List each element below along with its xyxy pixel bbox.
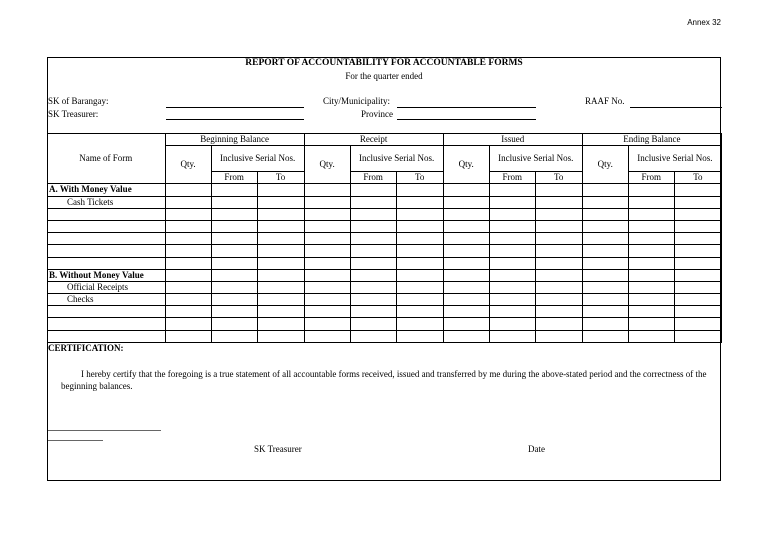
entry-cell[interactable] (582, 257, 628, 269)
entry-cell[interactable] (304, 233, 350, 245)
entry-cell[interactable] (674, 220, 721, 232)
form-name-cell: A. With Money Value (47, 184, 165, 196)
raaf-field[interactable] (630, 107, 722, 108)
entry-cell[interactable] (582, 281, 628, 293)
to-header: To (674, 172, 721, 184)
entry-cell[interactable] (443, 330, 489, 342)
entry-cell[interactable] (211, 257, 257, 269)
entry-cell[interactable] (628, 196, 674, 208)
entry-cell[interactable] (257, 257, 304, 269)
entry-cell[interactable] (489, 281, 535, 293)
entry-cell[interactable] (396, 281, 443, 293)
entry-cell[interactable] (443, 269, 489, 281)
beginning-balance-header: Beginning Balance (165, 134, 304, 146)
blank-row (47, 330, 722, 342)
entry-cell[interactable] (165, 330, 211, 342)
entry-cell[interactable] (628, 245, 674, 257)
entry-cell[interactable] (489, 294, 535, 306)
province-label: Province (361, 109, 393, 119)
entry-cell[interactable] (443, 281, 489, 293)
entry-cell[interactable] (628, 257, 674, 269)
section-a-row (47, 184, 722, 196)
entry-cell[interactable] (211, 233, 257, 245)
entry-cell[interactable] (350, 294, 396, 306)
entry-cell[interactable] (628, 208, 674, 220)
sk-treasurer-signatory: SK Treasurer (254, 444, 302, 454)
signature-line[interactable] (48, 430, 161, 431)
city-label: City/Municipality: (323, 96, 390, 106)
annex-label: Annex 32 (687, 18, 721, 27)
entry-cell[interactable] (165, 196, 211, 208)
barangay-label: SK of Barangay: (48, 96, 109, 106)
entry-cell[interactable] (489, 306, 535, 318)
issued-header: Issued (443, 134, 582, 146)
barangay-field[interactable] (166, 107, 304, 108)
entry-cell[interactable] (628, 233, 674, 245)
entry-cell[interactable] (211, 245, 257, 257)
entry-cell[interactable] (211, 220, 257, 232)
entry-cell[interactable] (350, 318, 396, 330)
entry-cell[interactable] (489, 245, 535, 257)
entry-cell[interactable] (535, 281, 582, 293)
from-header: From (489, 172, 535, 184)
entry-cell[interactable] (674, 318, 721, 330)
entry-cell[interactable] (304, 220, 350, 232)
entry-cell[interactable] (350, 220, 396, 232)
form-name-cell (47, 208, 165, 220)
form-name-cell: Cash Tickets (47, 196, 165, 208)
form-name-cell (47, 330, 165, 342)
qty-header: Qty. (165, 146, 211, 184)
entry-cell[interactable] (443, 196, 489, 208)
entry-cell[interactable] (257, 196, 304, 208)
raaf-label: RAAF No. (585, 96, 625, 106)
entry-cell[interactable] (489, 269, 535, 281)
entry-cell[interactable] (257, 269, 304, 281)
entry-cell[interactable] (350, 281, 396, 293)
to-header: To (257, 172, 304, 184)
qty-header: Qty. (582, 146, 628, 184)
form-name-cell (47, 245, 165, 257)
to-header: To (535, 172, 582, 184)
entry-cell[interactable] (582, 318, 628, 330)
entry-cell[interactable] (257, 220, 304, 232)
entry-cell[interactable] (165, 220, 211, 232)
form-name-cell (47, 306, 165, 318)
entry-cell[interactable] (165, 208, 211, 220)
report-form (47, 57, 721, 481)
entry-cell[interactable] (304, 281, 350, 293)
form-item-row (47, 196, 722, 208)
entry-cell[interactable] (674, 208, 721, 220)
entry-cell[interactable] (489, 233, 535, 245)
entry-cell[interactable] (257, 281, 304, 293)
entry-cell[interactable] (582, 233, 628, 245)
entry-cell[interactable] (582, 208, 628, 220)
entry-cell[interactable] (211, 294, 257, 306)
entry-cell[interactable] (396, 257, 443, 269)
entry-cell[interactable] (535, 306, 582, 318)
entry-cell[interactable] (628, 294, 674, 306)
to-header: To (396, 172, 443, 184)
entry-cell[interactable] (674, 281, 721, 293)
entry-cell[interactable] (443, 184, 489, 196)
accountability-table (47, 133, 722, 343)
entry-cell[interactable] (396, 294, 443, 306)
entry-cell[interactable] (535, 196, 582, 208)
entry-cell[interactable] (257, 330, 304, 342)
entry-cell[interactable] (674, 269, 721, 281)
entry-cell[interactable] (211, 281, 257, 293)
entry-cell[interactable] (674, 233, 721, 245)
blank-row (47, 233, 722, 245)
serial-header: Inclusive Serial Nos. (628, 146, 721, 172)
entry-cell[interactable] (304, 257, 350, 269)
entry-cell[interactable] (211, 269, 257, 281)
entry-cell[interactable] (396, 220, 443, 232)
qty-header: Qty. (304, 146, 350, 184)
entry-cell[interactable] (443, 233, 489, 245)
entry-cell[interactable] (304, 306, 350, 318)
entry-cell[interactable] (582, 330, 628, 342)
ending-balance-header: Ending Balance (582, 134, 721, 146)
certification-heading: CERTIFICATION: (48, 343, 124, 353)
entry-cell[interactable] (211, 196, 257, 208)
entry-cell[interactable] (674, 257, 721, 269)
entry-cell[interactable] (628, 184, 674, 196)
form-subtitle: For the quarter ended (345, 71, 423, 81)
entry-cell[interactable] (628, 306, 674, 318)
entry-cell[interactable] (628, 281, 674, 293)
entry-cell[interactable] (535, 318, 582, 330)
entry-cell[interactable] (535, 208, 582, 220)
entry-cell[interactable] (257, 294, 304, 306)
entry-cell[interactable] (165, 269, 211, 281)
entry-cell[interactable] (211, 306, 257, 318)
entry-cell[interactable] (304, 208, 350, 220)
entry-cell[interactable] (165, 306, 211, 318)
entry-cell[interactable] (165, 294, 211, 306)
entry-cell[interactable] (535, 184, 582, 196)
entry-cell[interactable] (582, 196, 628, 208)
entry-cell[interactable] (535, 257, 582, 269)
entry-cell[interactable] (350, 269, 396, 281)
from-header: From (350, 172, 396, 184)
form-name-cell (47, 257, 165, 269)
entry-cell[interactable] (535, 269, 582, 281)
form-title: REPORT OF ACCOUNTABILITY FOR ACCOUNTABLE FORMS (245, 58, 523, 68)
entry-cell[interactable] (443, 306, 489, 318)
serial-header: Inclusive Serial Nos. (489, 146, 582, 172)
entry-cell[interactable] (257, 245, 304, 257)
form-item-row (47, 294, 722, 306)
blank-row (47, 257, 722, 269)
entry-cell[interactable] (489, 220, 535, 232)
entry-cell[interactable] (582, 306, 628, 318)
entry-cell[interactable] (489, 257, 535, 269)
entry-cell[interactable] (165, 233, 211, 245)
entry-cell[interactable] (489, 196, 535, 208)
blank-row (47, 306, 722, 318)
entry-cell[interactable] (628, 330, 674, 342)
entry-cell[interactable] (489, 184, 535, 196)
entry-cell[interactable] (257, 318, 304, 330)
form-item-row (47, 281, 722, 293)
entry-cell[interactable] (211, 184, 257, 196)
entry-cell[interactable] (535, 294, 582, 306)
entry-cell[interactable] (257, 184, 304, 196)
entry-cell[interactable] (350, 306, 396, 318)
form-name-cell: Official Receipts (47, 281, 165, 293)
treasurer-field[interactable] (166, 119, 304, 120)
entry-cell[interactable] (535, 330, 582, 342)
entry-cell[interactable] (304, 196, 350, 208)
form-name-cell: Checks (47, 294, 165, 306)
entry-cell[interactable] (304, 330, 350, 342)
blank-row (47, 245, 722, 257)
entry-cell[interactable] (396, 330, 443, 342)
entry-cell[interactable] (396, 196, 443, 208)
entry-cell[interactable] (443, 245, 489, 257)
province-field[interactable] (397, 119, 536, 120)
receipt-header: Receipt (304, 134, 443, 146)
entry-cell[interactable] (396, 208, 443, 220)
entry-cell[interactable] (257, 208, 304, 220)
entry-cell[interactable] (443, 257, 489, 269)
entry-cell[interactable] (443, 220, 489, 232)
section-b-row (47, 269, 722, 281)
entry-cell[interactable] (674, 184, 721, 196)
entry-cell[interactable] (165, 257, 211, 269)
serial-header: Inclusive Serial Nos. (350, 146, 443, 172)
entry-cell[interactable] (304, 184, 350, 196)
blank-row (47, 220, 722, 232)
entry-cell[interactable] (489, 330, 535, 342)
signature-line-short[interactable] (48, 440, 103, 441)
treasurer-label: SK Treasurer: (48, 109, 99, 119)
entry-cell[interactable] (165, 318, 211, 330)
entry-cell[interactable] (443, 294, 489, 306)
entry-cell[interactable] (350, 257, 396, 269)
entry-cell[interactable] (489, 318, 535, 330)
blank-row (47, 318, 722, 330)
form-name-cell (47, 318, 165, 330)
entry-cell[interactable] (257, 306, 304, 318)
entry-cell[interactable] (211, 208, 257, 220)
city-field[interactable] (397, 107, 536, 108)
entry-cell[interactable] (396, 233, 443, 245)
entry-cell[interactable] (396, 318, 443, 330)
entry-cell[interactable] (535, 233, 582, 245)
from-header: From (211, 172, 257, 184)
qty-header: Qty. (443, 146, 489, 184)
entry-cell[interactable] (304, 245, 350, 257)
entry-cell[interactable] (582, 220, 628, 232)
from-header: From (628, 172, 674, 184)
entry-cell[interactable] (350, 208, 396, 220)
entry-cell[interactable] (165, 281, 211, 293)
form-name-cell (47, 220, 165, 232)
entry-cell[interactable] (396, 245, 443, 257)
entry-cell[interactable] (350, 233, 396, 245)
entry-cell[interactable] (535, 220, 582, 232)
entry-cell[interactable] (304, 269, 350, 281)
entry-cell[interactable] (674, 306, 721, 318)
entry-cell[interactable] (350, 184, 396, 196)
entry-cell[interactable] (165, 184, 211, 196)
date-label: Date (528, 444, 545, 454)
entry-cell[interactable] (396, 184, 443, 196)
entry-cell[interactable] (304, 318, 350, 330)
entry-cell[interactable] (628, 318, 674, 330)
blank-row (47, 208, 722, 220)
entry-cell[interactable] (443, 208, 489, 220)
entry-cell[interactable] (628, 269, 674, 281)
serial-header: Inclusive Serial Nos. (211, 146, 304, 172)
entry-cell[interactable] (674, 245, 721, 257)
entry-cell[interactable] (396, 306, 443, 318)
entry-cell[interactable] (257, 233, 304, 245)
form-name-cell: B. Without Money Value (47, 269, 165, 281)
entry-cell[interactable] (628, 220, 674, 232)
form-name-cell (47, 233, 165, 245)
entry-cell[interactable] (396, 269, 443, 281)
certification-text: I hereby certify that the foregoing is a true statement of all accountable forms received, issued and transferred by me during the above-stated period and the correctness of the beginning balances. (61, 369, 707, 391)
entry-cell[interactable] (350, 330, 396, 342)
entry-cell[interactable] (674, 294, 721, 306)
entry-cell[interactable] (350, 196, 396, 208)
entry-cell[interactable] (582, 184, 628, 196)
entry-cell[interactable] (582, 294, 628, 306)
entry-cell[interactable] (211, 318, 257, 330)
entry-cell[interactable] (674, 196, 721, 208)
entry-cell[interactable] (582, 245, 628, 257)
entry-cell[interactable] (443, 318, 489, 330)
entry-cell[interactable] (211, 330, 257, 342)
entry-cell[interactable] (489, 208, 535, 220)
entry-cell[interactable] (535, 245, 582, 257)
entry-cell[interactable] (165, 245, 211, 257)
name-of-form-header: Name of Form (47, 134, 165, 184)
entry-cell[interactable] (304, 294, 350, 306)
entry-cell[interactable] (350, 245, 396, 257)
entry-cell[interactable] (582, 269, 628, 281)
entry-cell[interactable] (674, 330, 721, 342)
